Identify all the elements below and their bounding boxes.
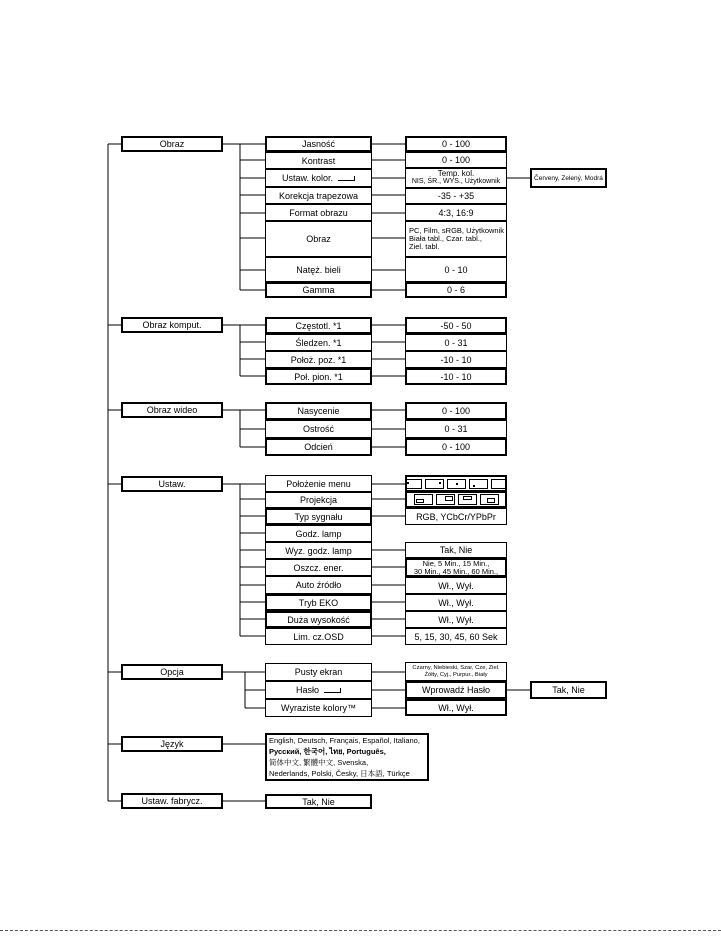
value-sledzen-text: 0 - 31 [444, 337, 468, 348]
value-ustaw-fabrycz-text: Tak, Nie [302, 796, 335, 807]
item-wyz-godz-lamp[interactable] [265, 542, 372, 559]
item-czestotl-label: Częstotl. *1 [295, 320, 342, 331]
value-menu-position-icons [405, 475, 507, 492]
menu-obraz-komput-label: Obraz komput. [142, 320, 202, 330]
item-typ-sygnalu[interactable] [265, 508, 372, 525]
value-korekcja-text: -35 - +35 [437, 191, 475, 201]
enter-arrow-icon [338, 176, 355, 181]
menu-obraz-wideo-label: Obraz wideo [146, 405, 198, 415]
value-lim-osd-text: 5, 15, 30, 45, 60 Sek [414, 631, 498, 642]
item-ostrosc[interactable] [265, 420, 372, 438]
menu-ustaw-label: Ustaw. [158, 479, 186, 489]
item-jasnosc-label: Jasność [301, 139, 336, 149]
item-projekcja-label: Projekcja [299, 495, 337, 505]
menu-obraz-label: Obraz [159, 139, 185, 149]
value-pusty-ekran [405, 662, 507, 681]
value-oszcz-line2: 30 Min., 45 Min., 60 Min., [413, 566, 499, 576]
item-ostrosc-label: Ostrość [302, 424, 334, 434]
item-format-label: Format obrazu [289, 207, 348, 218]
value-pusty-line1: Czarny, Niebieski, Szar, Cze, Ziel. [412, 664, 500, 671]
item-duza-wys-label: Duża wysokość [287, 614, 350, 625]
value-color-channels-text: Červeny, Zelený, Modrá [534, 174, 603, 182]
value-typ-sygnalu-text: RGB, YCbCr/YPbPr [416, 511, 496, 522]
item-ustaw-kolor[interactable] [265, 169, 372, 187]
value-nasycenie-text: 0 - 100 [441, 406, 471, 416]
item-obraz-label: Obraz [306, 234, 331, 244]
value-sledzen [405, 334, 507, 351]
item-odcien-label: Odcień [304, 442, 333, 452]
item-korekcja-label: Korekcja trapezowa [278, 190, 359, 201]
value-tryb-eko-text: Wł., Wył. [438, 597, 474, 608]
value-tryb-eko [405, 594, 507, 611]
item-polozenie-menu[interactable] [265, 475, 372, 492]
item-pol-pion[interactable] [265, 368, 372, 385]
item-pusty-ekran[interactable] [265, 663, 372, 681]
value-jezyk-line1: English, Deutsch, Français, Español, Italiano, [269, 736, 420, 745]
value-oszcz-line1: Nie, 5 Min., 15 Min., [422, 558, 490, 568]
value-jasnosc-text: 0 - 100 [441, 139, 471, 149]
value-odcien [405, 438, 507, 456]
item-sledzen-label: Śledzen. *1 [295, 337, 342, 348]
item-wyraziste-kolory[interactable] [265, 699, 372, 717]
item-godz-lamp[interactable] [265, 525, 372, 542]
item-czestotl[interactable] [265, 317, 372, 334]
item-oszcz-label: Oszcz. ener. [293, 562, 344, 573]
value-color-channels [530, 168, 607, 188]
item-natez-label: Natęż. bieli [296, 264, 341, 275]
item-obraz[interactable] [265, 221, 372, 257]
value-poloz-poz [405, 351, 507, 368]
value-haslo [405, 681, 507, 699]
value-obraz [405, 221, 507, 257]
value-auto-zrodlo-text: Wł., Wył. [438, 580, 474, 591]
menu-obraz[interactable] [121, 136, 223, 152]
value-wyz-godz-lamp [405, 542, 507, 558]
item-pol-pion-label: Poł. pion. *1 [294, 371, 343, 382]
value-czestotl [405, 317, 507, 334]
value-jezyk [265, 733, 429, 781]
value-poloz-poz-text: -10 - 10 [440, 354, 472, 365]
value-duza-wys-text: Wł., Wył. [438, 614, 474, 625]
menu-opcja-label: Opcja [160, 667, 184, 677]
item-typ-sygnalu-label: Typ sygnału [294, 511, 343, 522]
value-obraz-line2: Biała tabl., Czar. tabl., [409, 234, 482, 243]
item-tryb-eko-label: Tryb EKO [298, 597, 339, 608]
value-haslo-text: Wprowadź Hasło [421, 685, 491, 695]
value-gamma [405, 282, 507, 298]
menu-pos-center-icon [447, 479, 466, 489]
page-edge-divider [0, 930, 721, 931]
menu-ustaw-fabrycz[interactable] [121, 793, 223, 809]
item-projekcja[interactable] [265, 492, 372, 508]
value-jasnosc [405, 136, 507, 152]
value-lim-osd [405, 628, 507, 645]
value-ustaw-kolor [405, 168, 507, 188]
value-natez-text: 0 - 10 [444, 264, 468, 275]
menu-jezyk[interactable] [121, 736, 223, 752]
menu-pos-bottom-right-icon [491, 479, 508, 489]
value-gamma-text: 0 - 6 [446, 285, 465, 295]
item-kontrast[interactable] [265, 152, 372, 169]
enter-arrow-icon [324, 688, 341, 693]
item-polozenie-menu-label: Położenie menu [286, 478, 351, 489]
item-wyz-godz-label: Wyz. godz. lamp [285, 545, 352, 556]
value-obraz-line3: Ziel. tabl. [409, 242, 440, 251]
menu-ustaw[interactable] [121, 476, 223, 492]
value-format-text: 4:3, 16:9 [438, 207, 474, 218]
projection-front-desktop-icon [414, 494, 433, 505]
item-gamma[interactable] [265, 282, 372, 298]
value-ostrosc-text: 0 - 31 [444, 424, 468, 434]
item-odcien[interactable] [265, 438, 372, 456]
value-format [405, 204, 507, 221]
value-pusty-line2: Żółty, Cyj., Purpur., Biały [424, 671, 488, 678]
menu-pos-top-left-icon [405, 479, 422, 489]
value-wyz-godz-text: Tak, Nie [439, 545, 473, 555]
item-format-obrazu[interactable] [265, 204, 372, 221]
value-jezyk-line2: Русский, 한국어, ไทย, Português, [269, 747, 386, 756]
value-wyraziste-text: Wł., Wył. [438, 702, 474, 713]
value-temp-kol: Temp. kol. [437, 169, 475, 178]
value-wyraziste [405, 699, 507, 716]
item-sledzen[interactable] [265, 334, 372, 351]
menu-opcja[interactable] [121, 664, 223, 680]
item-pusty-ekran-label: Pusty ekran [294, 667, 343, 677]
value-pol-pion [405, 368, 507, 385]
item-ustaw-kolor-label: Ustaw. kolor. [281, 173, 334, 183]
item-duza-wysokosc[interactable] [265, 611, 372, 628]
item-oszcz-ener[interactable] [265, 559, 372, 576]
value-projection-icons [405, 491, 507, 508]
item-haslo-label: Hasło [295, 685, 319, 695]
item-wyraziste-label: Wyraziste kolory™ [281, 703, 356, 713]
menu-ustaw-fabrycz-label: Ustaw. fabrycz. [141, 796, 203, 806]
menu-obraz-wideo[interactable] [121, 402, 223, 418]
value-duza-wysokosc [405, 611, 507, 628]
item-korekcja-trapezowa[interactable] [265, 187, 372, 204]
value-ostrosc [405, 420, 507, 438]
menu-obraz-komput[interactable] [121, 317, 223, 333]
value-korekcja [405, 188, 507, 204]
item-gamma-label: Gamma [302, 285, 335, 295]
value-haslo-confirm [530, 681, 607, 699]
projection-front-ceiling-icon [458, 494, 477, 505]
value-haslo-confirm-text: Tak, Nie [552, 685, 585, 695]
value-odcien-text: 0 - 100 [441, 442, 471, 452]
projection-rear-desktop-icon [436, 494, 455, 505]
item-auto-zrodlo-label: Auto źródło [295, 580, 342, 590]
value-pol-pion-text: -10 - 10 [440, 371, 472, 382]
item-auto-zrodlo[interactable] [265, 576, 372, 594]
value-nasycenie [405, 402, 507, 420]
value-obraz-line1: PC, Film, sRGB, Użytkownik [409, 226, 505, 235]
projection-rear-ceiling-icon [480, 494, 499, 505]
menu-pos-bottom-left-icon [469, 479, 488, 489]
value-natez [405, 257, 507, 282]
item-godz-lamp-label: Godz. lamp [295, 528, 342, 539]
item-nasycenie-label: Nasycenie [297, 406, 340, 416]
value-kontrast-text: 0 - 100 [441, 155, 471, 165]
item-natez-bieli[interactable] [265, 257, 372, 282]
value-oszcz-ener [405, 558, 507, 577]
item-lim-osd-label: Lim. cz.OSD [293, 631, 344, 642]
item-poloz-poz-label: Położ. poz. *1 [290, 354, 347, 365]
value-ustaw-fabrycz [265, 794, 372, 809]
item-kontrast-label: Kontrast [301, 155, 336, 166]
item-haslo[interactable] [265, 681, 372, 699]
value-czestotl-text: -50 - 50 [440, 320, 472, 331]
item-lim-osd[interactable] [265, 628, 372, 645]
value-typ-sygnalu [405, 508, 507, 525]
menu-jezyk-label: Język [160, 739, 184, 749]
value-temp-options: NIS, ŚR., WYS., Użytkownik [411, 178, 501, 185]
value-auto-zrodlo [405, 577, 507, 594]
value-jezyk-line3: 简体中文, 繁體中文, Svenska, [269, 758, 369, 767]
value-jezyk-line4: Nederlands, Polski, Česky, 日本語, Türkçe [269, 769, 410, 778]
item-nasycenie[interactable] [265, 402, 372, 420]
item-poloz-poz[interactable] [265, 351, 372, 368]
item-tryb-eko[interactable] [265, 594, 372, 611]
menu-pos-top-right-icon [425, 479, 444, 489]
item-jasnosc[interactable] [265, 136, 372, 152]
value-kontrast [405, 152, 507, 168]
